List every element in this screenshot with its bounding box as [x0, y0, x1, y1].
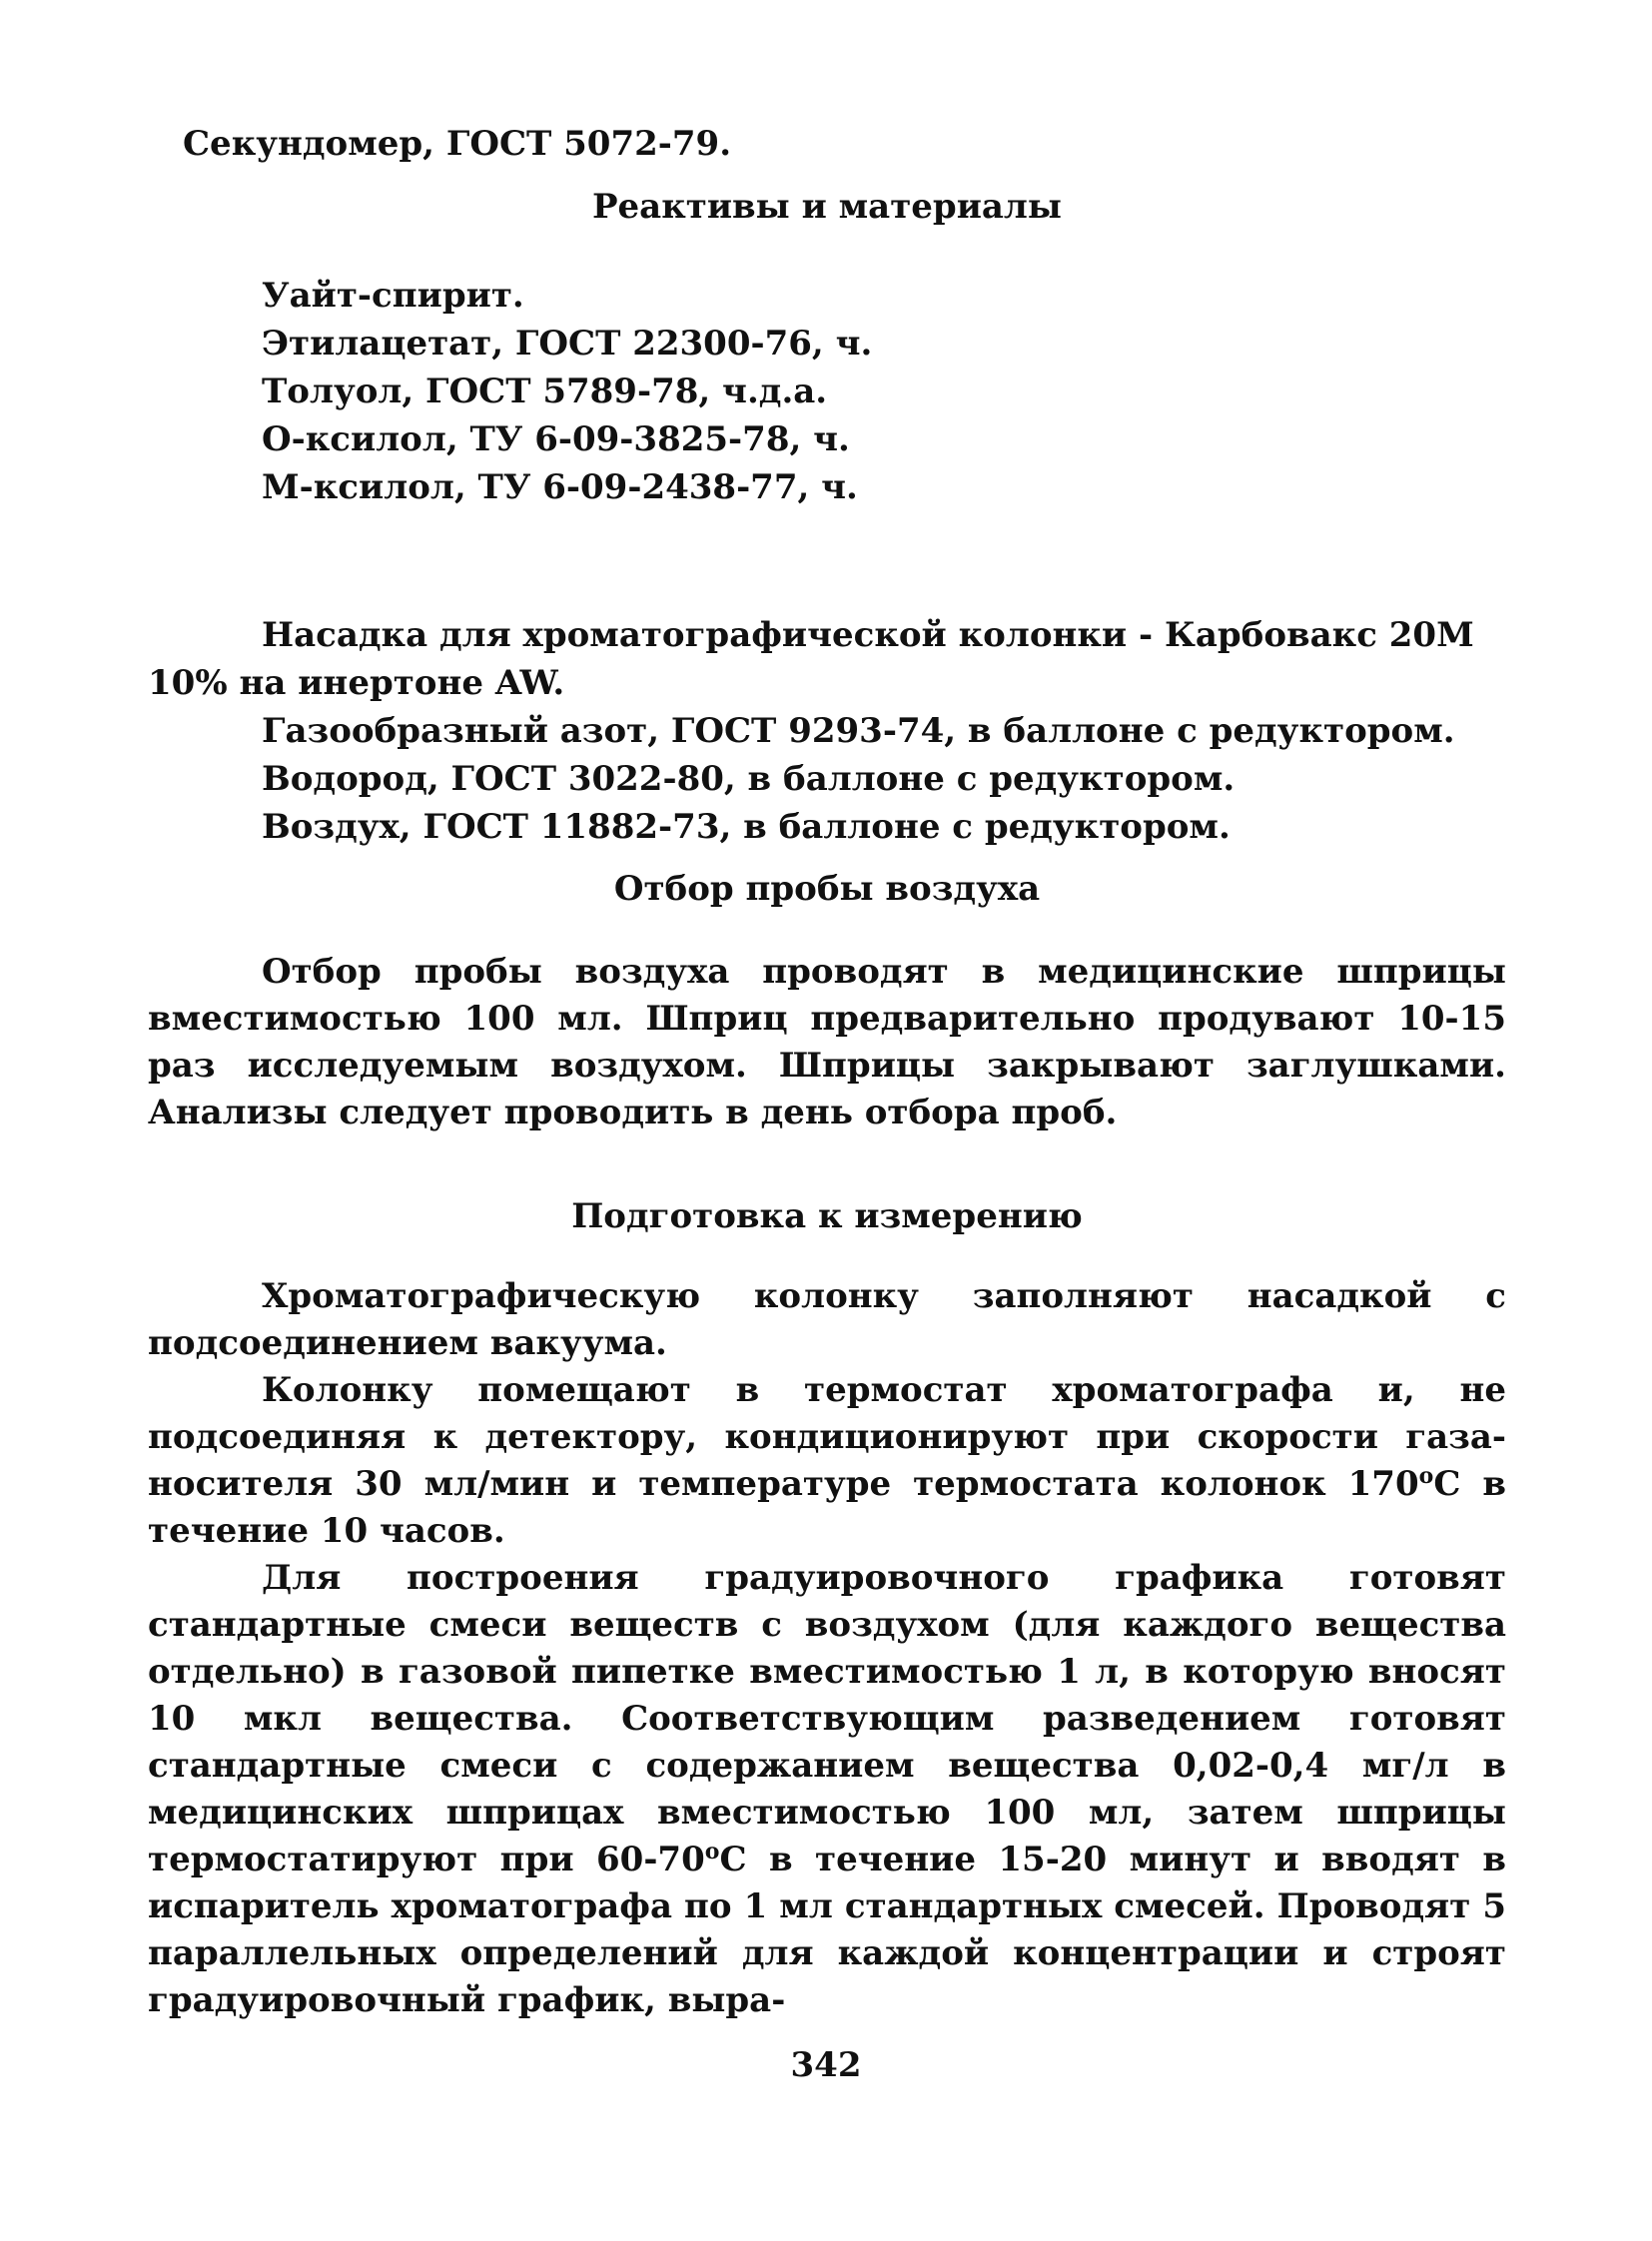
- stopwatch-line: Секундомер, ГОСТ 5072-79.: [183, 124, 732, 164]
- calibration-text-start: Для построения градуировочного графика готовят стандартные смеси веществ с воздухом (для каждого вещества отдельно) в газовой пипетке вместимостью 1 л, в которую вносят 10 мкл вещества. Соответствующим разведением готовят стандартные смеси с содержанием вещества 0,02-0,4 мг/л в медицинских шприцах вместимостью 100 мл, затем шприцы термостатируют при 60-70: [148, 1558, 1506, 1879]
- reagent-item: О-ксилол, ТУ 6-09-3825-78, ч.: [262, 419, 850, 459]
- calibration-paragraph: [148, 1555, 1506, 2024]
- packing-line-1: Насадка для хроматографической колонки - Карбовакс 20М: [262, 615, 1474, 655]
- reagents-heading: Реактивы и материалы: [591, 187, 1062, 227]
- page-number: 342: [790, 2045, 862, 2085]
- gas-item: Водород, ГОСТ 3022-80, в баллоне с редуктором.: [262, 759, 1236, 799]
- conditioning-text-end: С в течение 10 часов.: [148, 1464, 1506, 1551]
- sampling-heading: Отбор пробы воздуха: [613, 869, 1041, 909]
- preparation-heading: Подготовка к измерению: [571, 1196, 1083, 1236]
- reagent-item: М-ксилол, ТУ 6-09-2438-77, ч.: [262, 467, 858, 507]
- gas-item: Воздух, ГОСТ 11882-73, в баллоне с редуктором.: [262, 807, 1231, 847]
- sampling-paragraph: Отбор пробы воздуха проводят в медицинские шприцы вместимостью 100 мл. Шприц предварительно продувают 10-15 раз исследуемым воздухом. Шприцы закрывают заглушками. Анализы следует проводить в день отбора проб.: [148, 952, 1506, 1132]
- reagents-list: [262, 272, 872, 511]
- gas-item: Газообразный азот, ГОСТ 9293-74, в баллоне с редуктором.: [262, 711, 1455, 751]
- packing-line-2: 10% на инертоне AW.: [148, 663, 565, 703]
- calibration-text-end: С в течение 15-20 минут и вводят в испаритель хроматографа по 1 мл стандартных смесей. Проводят 5 параллельных определений для каждой концентрации и строят градуировочный график, выра-: [148, 1840, 1506, 2020]
- column-filling-paragraph: Хроматографическую колонку заполняют насадкой с подсоединением вакуума.: [148, 1276, 1506, 1363]
- reagent-item: Уайт-спирит.: [262, 276, 524, 316]
- preparation-body: [148, 1273, 1506, 2024]
- degree-sign: о: [1418, 1463, 1434, 1489]
- reagent-item: Этилацетат, ГОСТ 22300-76, ч.: [262, 324, 873, 364]
- gases-list: [262, 707, 1455, 851]
- reagent-item: Толуол, ГОСТ 5789-78, ч.д.а.: [262, 372, 828, 411]
- conditioning-text-start: Колонку помещают в термостат хроматографа и, не подсоединяя к детектору, кондиционируют при скорости газа-носителя 30 мл/мин и температуре термостата колонок 170: [148, 1370, 1506, 1504]
- conditioning-paragraph: [148, 1367, 1506, 1555]
- degree-sign: о: [704, 1839, 720, 1865]
